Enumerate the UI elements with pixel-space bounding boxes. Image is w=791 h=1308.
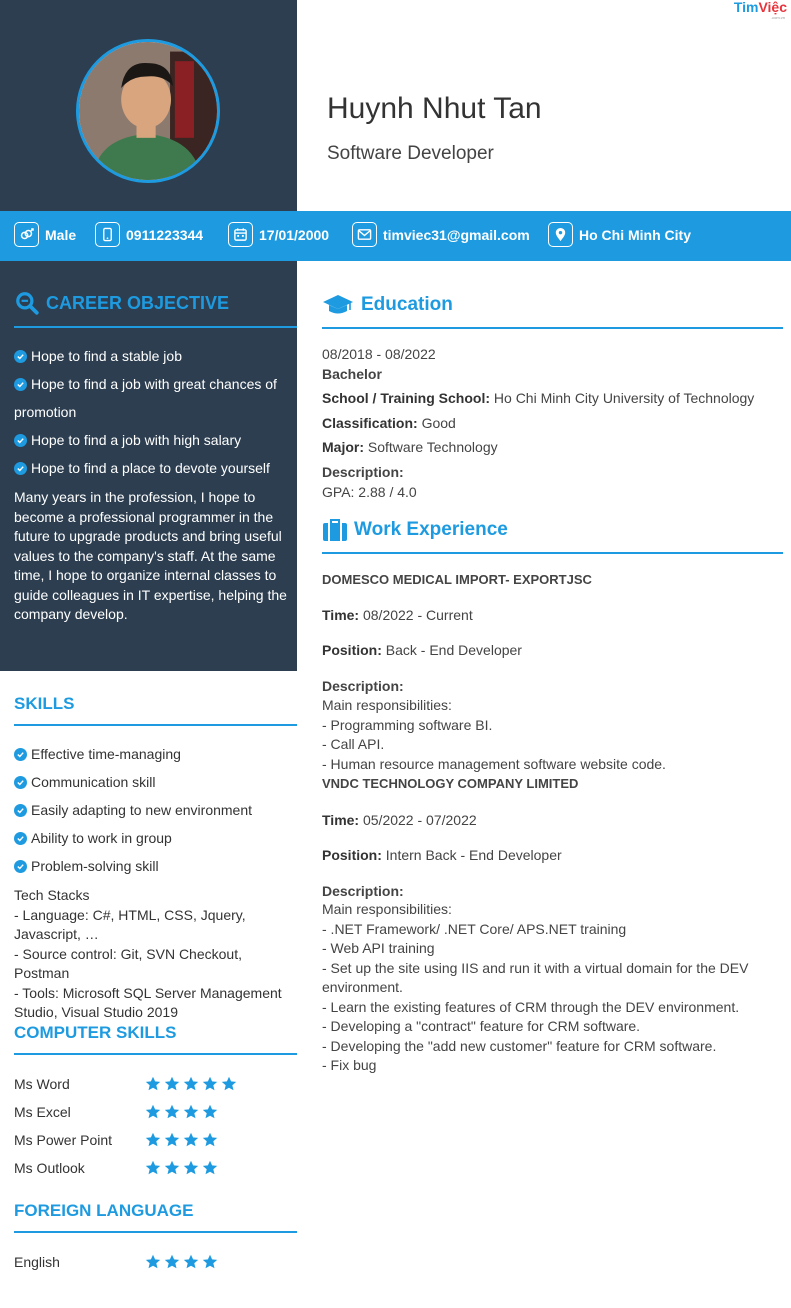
tech-stacks: Tech Stacks - Language: C#, HTML, CSS, Jquery, Javascript, … - Source control: Git, SVN Checkout, Postman - Tools: Microsoft SQL Server Management Studio, Visual Studio 2019: [14, 887, 282, 1020]
job-company: VNDC TECHNOLOGY COMPANY LIMITED: [322, 776, 579, 791]
star-icon: [221, 1076, 237, 1092]
rating-stars: [145, 1104, 221, 1120]
star-icon: [183, 1254, 199, 1270]
skill-item: Effective time-managing: [14, 746, 181, 762]
computer-skill-name: Ms Excel: [14, 1104, 71, 1120]
language-name: English: [14, 1254, 60, 1270]
career-item: Hope to find a place to devote yourself: [14, 460, 270, 476]
contact-phone[interactable]: 0911223344: [95, 222, 203, 247]
job-time: Time: 08/2022 - Current: [322, 607, 473, 623]
education-description-label: Description:: [322, 464, 404, 480]
skill-item: Ability to work in group: [14, 830, 172, 846]
computer-skill-name: Ms Word: [14, 1076, 70, 1092]
career-item: Hope to find a stable job: [14, 348, 182, 364]
star-icon: [145, 1076, 161, 1092]
career-paragraph: Many years in the profession, I hope to become a professional programmer in the future to upgrade products and bring useful values to the company's staff. At the same time, I hope to organize internal classes to guide colleagues in IT expertise, helping the company develop.: [14, 489, 287, 622]
check-icon: [14, 748, 27, 761]
job-company: DOMESCO MEDICAL IMPORT- EXPORTJSC: [322, 572, 592, 587]
rating-stars: [145, 1132, 221, 1148]
star-icon: [202, 1254, 218, 1270]
career-item: Hope to find a job with high salary: [14, 432, 241, 448]
star-icon: [183, 1076, 199, 1092]
rating-stars: [145, 1076, 240, 1092]
education-period: 08/2018 - 08/2022: [322, 346, 436, 362]
job-description: Main responsibilities: - Programming software BI. - Call API. - Human resource management software website code.: [322, 697, 666, 772]
check-icon: [14, 434, 27, 447]
education-classification: Classification: Good: [322, 415, 456, 431]
skill-item: Easily adapting to new environment: [14, 802, 252, 818]
check-icon: [14, 832, 27, 845]
computer-skill-name: Ms Power Point: [14, 1132, 113, 1148]
star-icon: [145, 1254, 161, 1270]
candidate-title: Software Developer: [327, 143, 494, 164]
job-time: Time: 05/2022 - 07/2022: [322, 812, 477, 828]
rating-stars: [145, 1254, 221, 1270]
star-icon: [202, 1104, 218, 1120]
contact-address: Ho Chi Minh City: [548, 222, 691, 247]
career-item-continued: promotion: [14, 404, 77, 420]
phone-icon: [95, 222, 120, 247]
star-icon: [202, 1160, 218, 1176]
brand-domain: .com.vn: [770, 15, 785, 20]
check-icon: [14, 776, 27, 789]
contact-gender: Male: [14, 222, 76, 247]
education-degree: Bachelor: [322, 366, 382, 382]
star-icon: [164, 1104, 180, 1120]
education-description: GPA: 2.88 / 4.0: [322, 484, 417, 500]
job-description-label: Description:: [322, 678, 404, 694]
portrait-photo: [79, 42, 217, 180]
star-icon: [164, 1254, 180, 1270]
foreign-language-rule: [14, 1231, 297, 1233]
career-objective-heading: CAREER OBJECTIVE: [14, 290, 229, 316]
work-rule: [322, 552, 783, 554]
star-icon: [164, 1132, 180, 1148]
check-icon: [14, 860, 27, 873]
job-description-label: Description:: [322, 883, 404, 899]
job-position: Position: Back - End Developer: [322, 642, 522, 658]
rating-stars: [145, 1160, 221, 1176]
computer-skills-rule: [14, 1053, 297, 1055]
candidate-name: Huynh Nhut Tan: [327, 92, 542, 125]
star-icon: [164, 1160, 180, 1176]
check-icon: [14, 378, 27, 391]
star-icon: [183, 1104, 199, 1120]
star-icon: [183, 1132, 199, 1148]
contact-birthday: 17/01/2000: [228, 222, 329, 247]
star-icon: [164, 1076, 180, 1092]
skill-item: Communication skill: [14, 774, 155, 790]
skills-heading: SKILLS: [14, 694, 75, 713]
star-icon: [145, 1104, 161, 1120]
gender-icon: [14, 222, 39, 247]
check-icon: [14, 350, 27, 363]
contact-email[interactable]: timviec31@gmail.com: [352, 222, 530, 247]
job-description: Main responsibilities: - .NET Framework/ .NET Core/ APS.NET training - Web API training - Set up the site using IIS and run it with a virtual domain for the DEV environment. - Learn the existing features of CRM through the DEV environment. - Developing a "contract" feature for CRM software. - Developing the "add new customer" feature for CRM software. - Fix bug: [322, 901, 749, 1073]
education-school: School / Training School: Ho Chi Minh City University of Technology: [322, 390, 755, 406]
brand-logo: TimViệc: [733, 0, 787, 15]
search-icon: [14, 290, 40, 316]
check-icon: [14, 804, 27, 817]
avatar: [76, 39, 220, 183]
computer-skill-name: Ms Outlook: [14, 1160, 85, 1176]
job-position: Position: Intern Back - End Developer: [322, 847, 562, 863]
contact-bar: [0, 211, 791, 261]
briefcase-icon: [322, 518, 348, 542]
foreign-language-heading: FOREIGN LANGUAGE: [14, 1201, 194, 1220]
work-experience-heading: Work Experience: [322, 518, 508, 542]
graduation-cap-icon: [322, 293, 354, 317]
skill-item: Problem-solving skill: [14, 858, 159, 874]
star-icon: [202, 1076, 218, 1092]
star-icon: [145, 1160, 161, 1176]
check-icon: [14, 462, 27, 475]
star-icon: [183, 1160, 199, 1176]
career-item: Hope to find a job with great chances of: [14, 376, 277, 392]
email-icon: [352, 222, 377, 247]
education-major: Major: Software Technology: [322, 439, 498, 455]
star-icon: [145, 1132, 161, 1148]
location-pin-icon: [548, 222, 573, 247]
education-rule: [322, 327, 783, 329]
career-rule: [14, 326, 297, 328]
calendar-icon: [228, 222, 253, 247]
star-icon: [202, 1132, 218, 1148]
computer-skills-heading: COMPUTER SKILLS: [14, 1023, 177, 1042]
skills-rule: [14, 724, 297, 726]
education-heading: Education: [322, 293, 453, 317]
